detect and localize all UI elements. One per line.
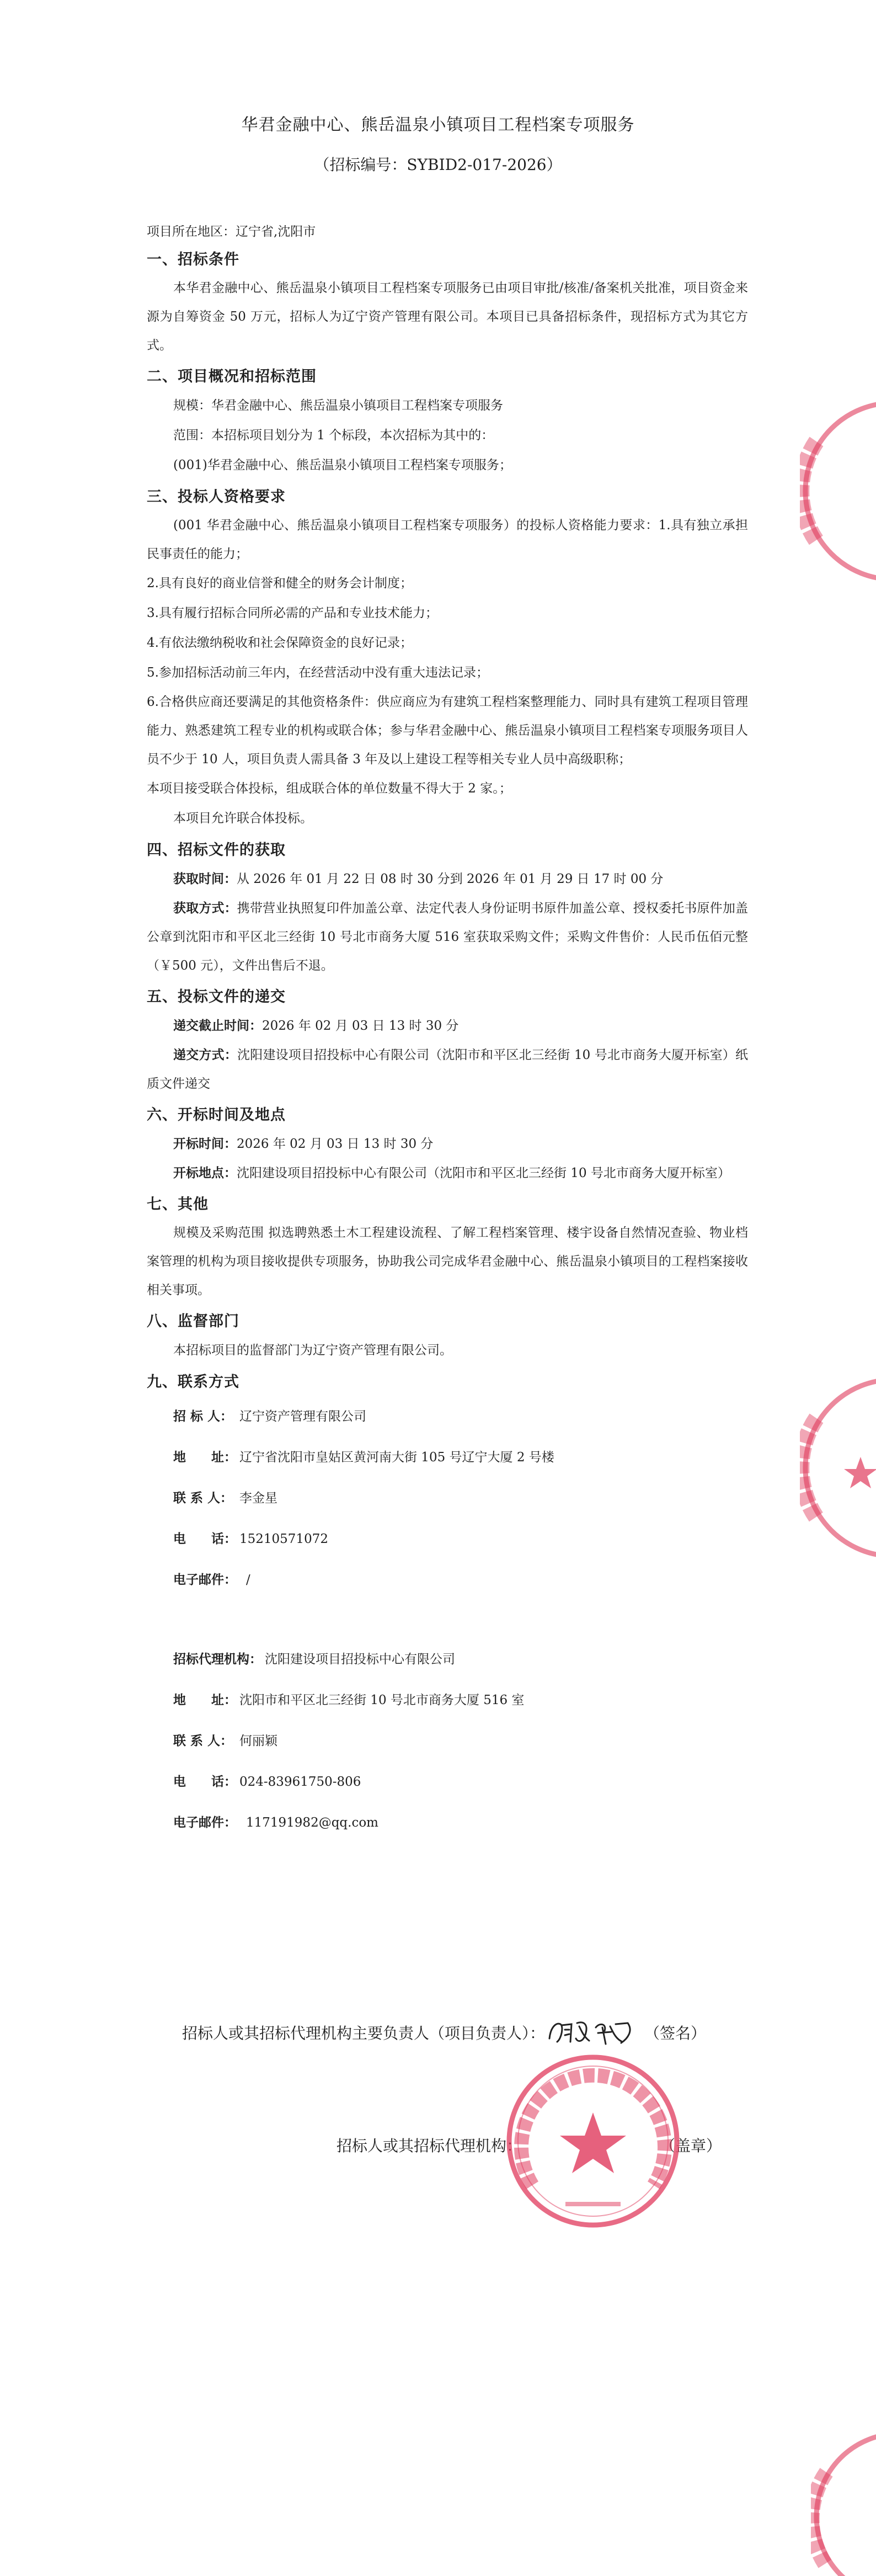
section-contact — [147, 1369, 748, 1843]
section-heading: 七、其他 — [147, 1196, 209, 1213]
field-value: 沈阳建设项目招投标中心有限公司（沈阳市和平区北三经街 10 号北市商务大厦开标室）纸质文件递交 — [147, 1048, 749, 1091]
field-label: 递交截止时间： — [173, 1019, 262, 1033]
qualification-item: 2.具有良好的商业信誉和健全的财务会计制度； — [147, 576, 413, 590]
section-heading: 九、联系方式 — [147, 1374, 239, 1391]
field-value: 携带营业执照复印件加盖公章、法定代表人身份证明书原件加盖公章、授权委托书原件加盖公章到沈阳市和平区北三经街 10 号北市商务大厦 516 室获取采购文件；采购文件售价：人民币伍佰元整（￥500 元），文件出售后不退。 — [147, 901, 749, 973]
qualification-item: 6.合格供应商还要满足的其他资格条件：供应商应为有建筑工程档案整理能力、同时具有建筑工程项目管理能力、熟悉建筑工程专业的机构或联合体；参与华君金融中心、熊岳温泉小镇项目工程档案专项服务项目人员不少于 10 人，项目负责人需具备 3 年及以上建设工程等相关专业人员中高级职称； — [147, 695, 748, 767]
partial-seal-icon — [800, 386, 876, 596]
tenderer-address — [147, 1437, 748, 1478]
field-label: 联 系 人： — [173, 1734, 233, 1748]
opening-place — [147, 1159, 748, 1188]
field-value: / — [246, 1573, 250, 1587]
tenderer-name — [147, 1396, 748, 1437]
section-heading: 一、招标条件 — [147, 251, 239, 268]
field-label: 开标时间： — [173, 1137, 237, 1151]
section-paragraph: 本华君金融中心、熊岳温泉小镇项目工程档案专项服务已由项目审批/核准/备案机关批准，项目资金来源为自筹资金 50 万元，招标人为辽宁资产管理有限公司。本项目已具备招标条件，现招标方式为其它方式。 — [147, 281, 748, 353]
qualification-intro: (001 华君金融中心、熊岳温泉小镇项目工程档案专项服务）的投标人资格能力要求：1.具有独立承担民事责任的能力； — [147, 518, 748, 561]
field-value: 15210571072 — [239, 1532, 328, 1546]
field-label: 获取方式： — [173, 901, 237, 916]
signature-line-text: 招标人或其招标代理机构主要负责人（项目负责人）： — [182, 2024, 546, 2042]
field-value: 何丽颖 — [239, 1734, 277, 1748]
field-label: 电子邮件： — [173, 1816, 237, 1830]
section-project-overview — [147, 363, 748, 480]
field-value: 2026 年 02 月 03 日 13 时 30 分 — [237, 1137, 434, 1151]
project-location: 项目所在地区：辽宁省,沈阳市 — [147, 225, 316, 239]
tenderer-contact — [147, 1478, 748, 1519]
bid-number: （招标编号：SYBID2-017-2026） — [314, 156, 562, 174]
title-block — [0, 113, 876, 177]
field-value: 辽宁资产管理有限公司 — [239, 1409, 366, 1424]
section-bid-submission — [147, 983, 748, 1098]
field-value: 沈阳建设项目招投标中心有限公司 — [265, 1652, 455, 1667]
consortium-note: 本项目接受联合体投标，组成联合体的单位数量不得大于 2 家。； — [147, 781, 512, 796]
field-label: 联 系 人： — [173, 1491, 233, 1505]
field-label: 电 话： — [173, 1532, 237, 1546]
acquisition-time — [147, 864, 748, 894]
section-heading: 三、投标人资格要求 — [147, 488, 286, 505]
agency-address — [147, 1680, 748, 1721]
field-label: 地 址： — [173, 1450, 237, 1465]
partial-seal-icon — [811, 2423, 876, 2576]
company-seal-icon — [499, 2047, 687, 2235]
signature-glyph-icon — [545, 2016, 644, 2050]
section-heading: 二、项目概况和招标范围 — [147, 368, 317, 385]
field-label: 招 标 人： — [173, 1409, 233, 1424]
section-heading: 六、开标时间及地点 — [147, 1106, 286, 1124]
signature-line-suffix: （盖章） — [660, 2137, 722, 2155]
tenderer-phone — [147, 1519, 748, 1560]
agency-phone — [147, 1761, 748, 1802]
responsible-person-signature-line — [182, 2020, 706, 2048]
agency-contact — [147, 1721, 748, 1761]
field-label: 地 址： — [173, 1693, 237, 1707]
consortium-allowed: 本项目允许联合体投标。 — [173, 811, 313, 826]
field-value: 2026 年 02 月 03 日 13 时 30 分 — [262, 1019, 459, 1033]
field-value: 沈阳市和平区北三经街 10 号北市商务大厦 516 室 — [239, 1693, 525, 1707]
acquisition-method — [147, 894, 748, 980]
section-bid-opening — [147, 1101, 748, 1188]
field-label: 电 话： — [173, 1775, 237, 1789]
signature-line-text: 招标人或其招标代理机构： — [336, 2137, 522, 2155]
section-document-acquisition — [147, 837, 748, 980]
signature-line-suffix: （签名） — [644, 2024, 707, 2042]
qualification-item: 4.有依法缴纳税收和社会保障资金的良好记录； — [147, 636, 413, 650]
document-body — [147, 221, 748, 1843]
field-value: 024-83961750-806 — [239, 1775, 361, 1789]
section-paragraph: 本招标项目的监督部门为辽宁资产管理有限公司。 — [173, 1343, 452, 1358]
field-value: 117191982@qq.com — [246, 1816, 378, 1830]
section-supervision — [147, 1308, 748, 1365]
submission-deadline — [147, 1011, 748, 1041]
section-other — [147, 1191, 748, 1305]
field-value: 从 2026 年 01 月 22 日 08 时 30 分到 2026 年 01 月 29 日 17 时 00 分 — [237, 872, 664, 886]
field-label: 电子邮件： — [173, 1573, 237, 1587]
field-value: 李金星 — [239, 1491, 277, 1505]
field-label: 递交方式： — [173, 1048, 238, 1062]
opening-time — [147, 1129, 748, 1159]
scope-line: 范围：本招标项目划分为 1 个标段，本次招标为其中的： — [173, 428, 494, 443]
section-qualifications — [147, 483, 748, 833]
agency-name — [147, 1639, 748, 1680]
agency-email — [147, 1802, 748, 1843]
field-label: 获取时间： — [173, 872, 237, 886]
document-title: 华君金融中心、熊岳温泉小镇项目工程档案专项服务 — [241, 115, 635, 135]
section-heading: 五、投标文件的递交 — [147, 988, 286, 1005]
section-heading: 四、招标文件的获取 — [147, 842, 286, 859]
field-label: 招标代理机构： — [173, 1652, 262, 1667]
field-value: 辽宁省沈阳市皇姑区黄河南大街 105 号辽宁大厦 2 号楼 — [239, 1450, 554, 1465]
section-bid-conditions — [147, 246, 748, 360]
section-heading: 八、监督部门 — [147, 1313, 239, 1330]
section-paragraph: 规模及采购范围 拟选聘熟悉土木工程建设流程、了解工程档案管理、楼宇设备自然情况查验、物业档案管理的机构为项目接收提供专项服务，协助我公司完成华君金融中心、熊岳温泉小镇项目的工程档案接收相关事项。 — [147, 1226, 748, 1297]
field-value: 沈阳建设项目招投标中心有限公司（沈阳市和平区北三经街 10 号北市商务大厦开标室） — [237, 1166, 730, 1180]
handwritten-signature — [545, 2021, 644, 2048]
tenderer-email — [147, 1560, 748, 1600]
submission-method — [147, 1041, 748, 1098]
lot-line: (001)华君金融中心、熊岳温泉小镇项目工程档案专项服务； — [173, 458, 512, 472]
field-label: 开标地点： — [173, 1166, 237, 1180]
qualification-item: 3.具有履行招标合同所必需的产品和专业技术能力； — [147, 606, 438, 620]
qualification-item: 5.参加招标活动前三年内，在经营活动中没有重大违法记录； — [147, 666, 489, 680]
scale-line: 规模：华君金融中心、熊岳温泉小镇项目工程档案专项服务 — [173, 398, 503, 413]
partial-seal-icon — [800, 1363, 876, 1573]
